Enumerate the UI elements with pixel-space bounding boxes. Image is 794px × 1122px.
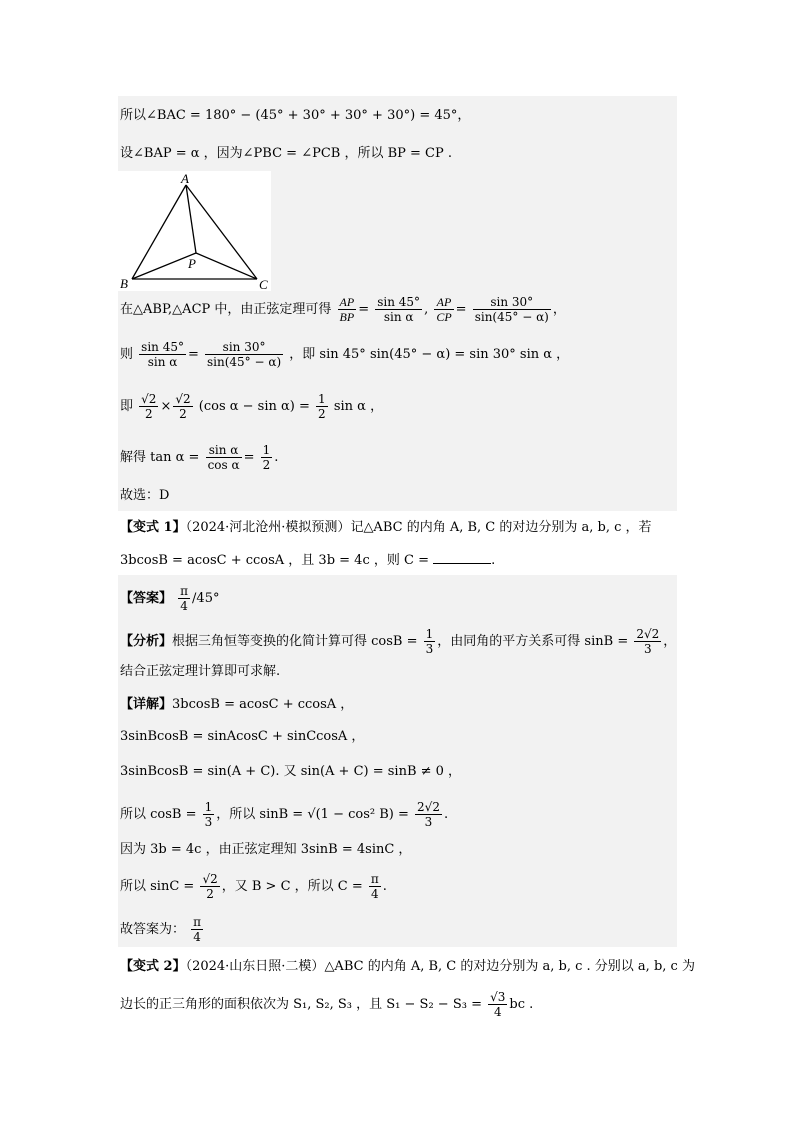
label-a: A <box>181 171 189 186</box>
edge-ac <box>186 185 257 279</box>
solution-line-5: 即 $\frac{√2}{2}$ × $\frac{√2}{2}$ (cos α − sin α) = $\frac{1}{2}$ sin α ， <box>120 392 384 421</box>
solution-line-6: 解得 tan α = $\frac{\text{sin α}}{\text{cos α}}$ = $\frac{1}{2}$ . <box>120 443 279 472</box>
answer-blank <box>433 551 491 564</box>
frac-2root2-over-3: $\frac{2√2}{3}$ <box>636 627 660 656</box>
solution-line-1: 所以∠BAC = 180° − (45° + 30° + 30° + 30°) = 45°， <box>120 108 471 123</box>
frac-pi-over-4: $\frac{\pi}{4}$ <box>180 584 189 613</box>
solution-line-2: 设∠BAP = α ，因为∠PBC = ∠PCB ，所以 BP = CP . <box>120 146 453 161</box>
frac-pi-over-4-3: $\frac{\pi}{4}$ <box>193 915 202 944</box>
edge-bp <box>132 253 196 279</box>
solution-line-3: 在△ABP,△ACP 中，由正弦定理可得 $\frac{AP}{BP}$ = $\frac{\sin 45^\circ}{\text{sin α}}$ , $\frac{AP}{CP}$ = $\frac{\sin 30^\circ}{\sin(45^\circ - \alpha)}$ ， <box>120 295 566 324</box>
edge-ab <box>132 185 186 279</box>
frac-sin30-sin45a-2: $\frac{\sin 30^\circ}{\sin(45^\circ - \alpha)}$ <box>207 340 282 369</box>
frac-2root2-over-3-2: $\frac{2√2}{3}$ <box>417 800 440 829</box>
variant1-line-1: 【变式 1】（2024·河北沧州·模拟预测）记△ABC 的内角 A, B, C 的对边分别为 a, b, c ，若 <box>120 520 652 535</box>
solution-conclusion: 故选：D <box>120 488 170 503</box>
frac-one-third: $\frac{1}{3}$ <box>425 627 434 656</box>
frac-ap-bp: $\frac{AP}{BP}$ <box>339 295 355 324</box>
line3-prefix: 在△ABP,△ACP 中，由正弦定理可得 <box>120 302 332 317</box>
detail-line-4: 所以 cosB = $\frac{1}{3}$ ，所以 sinB = √(1 − cos² B) = $\frac{2√2}{3}$ . <box>120 800 449 829</box>
frac-root3-over-4: $\frac{√3}{4}$ <box>490 990 506 1019</box>
variant2-line-2: 边长的正三角形的面积依次为 S₁, S₂, S₃ ，且 S₁ − S₂ − S₃ = $\frac{√3}{4}$ bc . <box>120 990 534 1019</box>
detail-line-2: 3sinBcosB = sinAcosC + sinCcosA ， <box>120 729 365 744</box>
label-c: C <box>259 277 268 291</box>
frac-root2-over-2-a: $\frac{√2}{2}$ <box>141 392 157 421</box>
frac-root2-over-2-c: $\frac{√2}{2}$ <box>202 872 218 901</box>
detail-line-7: 故答案为： $\frac{\pi}{4}$ <box>120 915 202 944</box>
frac-root2-over-2-b: $\frac{√2}{2}$ <box>175 392 191 421</box>
frac-sin45-sina: $\frac{\sin 45^\circ}{\text{sin α}}$ <box>377 295 421 324</box>
solution-line-4: 则 $\frac{\sin 45^\circ}{\text{sin α}}$ = $\frac{\sin 30^\circ}{\sin(45^\circ - \alpha)}$ ，即 sin 45° sin(45° − α) = sin 30° sin α ， <box>120 340 570 369</box>
frac-one-third-2: $\frac{1}{3}$ <box>204 800 213 829</box>
variant2-line-1: 【变式 2】（2024·山东日照·二模）△ABC 的内角 A, B, C 的对边分别为 a, b, c . 分别以 a, b, c 为 <box>120 959 695 974</box>
frac-half: $\frac{1}{2}$ <box>318 392 326 421</box>
triangle-figure <box>118 171 271 291</box>
frac-pi-over-4-2: $\frac{\pi}{4}$ <box>370 872 379 901</box>
label-b: B <box>120 276 128 291</box>
triangle-diagram <box>118 171 271 291</box>
frac-sina-cosa: $\frac{\text{sin α}}{\text{cos α}}$ <box>207 443 240 472</box>
frac-one-half: $\frac{1}{2}$ <box>262 443 271 472</box>
frac-ap-cp: $\frac{AP}{CP}$ <box>436 295 452 324</box>
frac-sin30-sin45a: $\frac{\sin 30^\circ}{\sin(45^\circ - \alpha)}$ <box>474 295 549 324</box>
answer-line: 【答案】 $\frac{\pi}{4}$ /45° <box>120 584 220 613</box>
detail-line-5: 因为 3b = 4c ，由正弦定理知 3sinB = 4sinC ， <box>120 842 412 857</box>
variant1-line-2: 3bcosB = acosC + ccosA ，且 3b = 4c ，则 C = . <box>120 553 496 568</box>
detail-line-6: 所以 sinC = $\frac{√2}{2}$ ，又 B > C ，所以 C = $\frac{\pi}{4}$ . <box>120 872 387 901</box>
analysis-line-1: 【分析】根据三角恒等变换的化简计算可得 cosB = $\frac{1}{3}$ ，由同角的平方关系可得 sinB = $\frac{2√2}{3}$ ， <box>120 627 677 656</box>
analysis-line-2: 结合正弦定理计算即可求解. <box>120 664 281 679</box>
detail-line-1: 【详解】3bcosB = acosC + ccosA ， <box>120 697 354 712</box>
frac-sin45-sina-2: $\frac{\sin 45^\circ}{\text{sin α}}$ <box>141 340 184 369</box>
detail-line-3: 3sinBcosB = sin(A + C). 又 sin(A + C) = sinB ≠ 0 ， <box>120 764 462 779</box>
label-p: P <box>188 256 196 271</box>
